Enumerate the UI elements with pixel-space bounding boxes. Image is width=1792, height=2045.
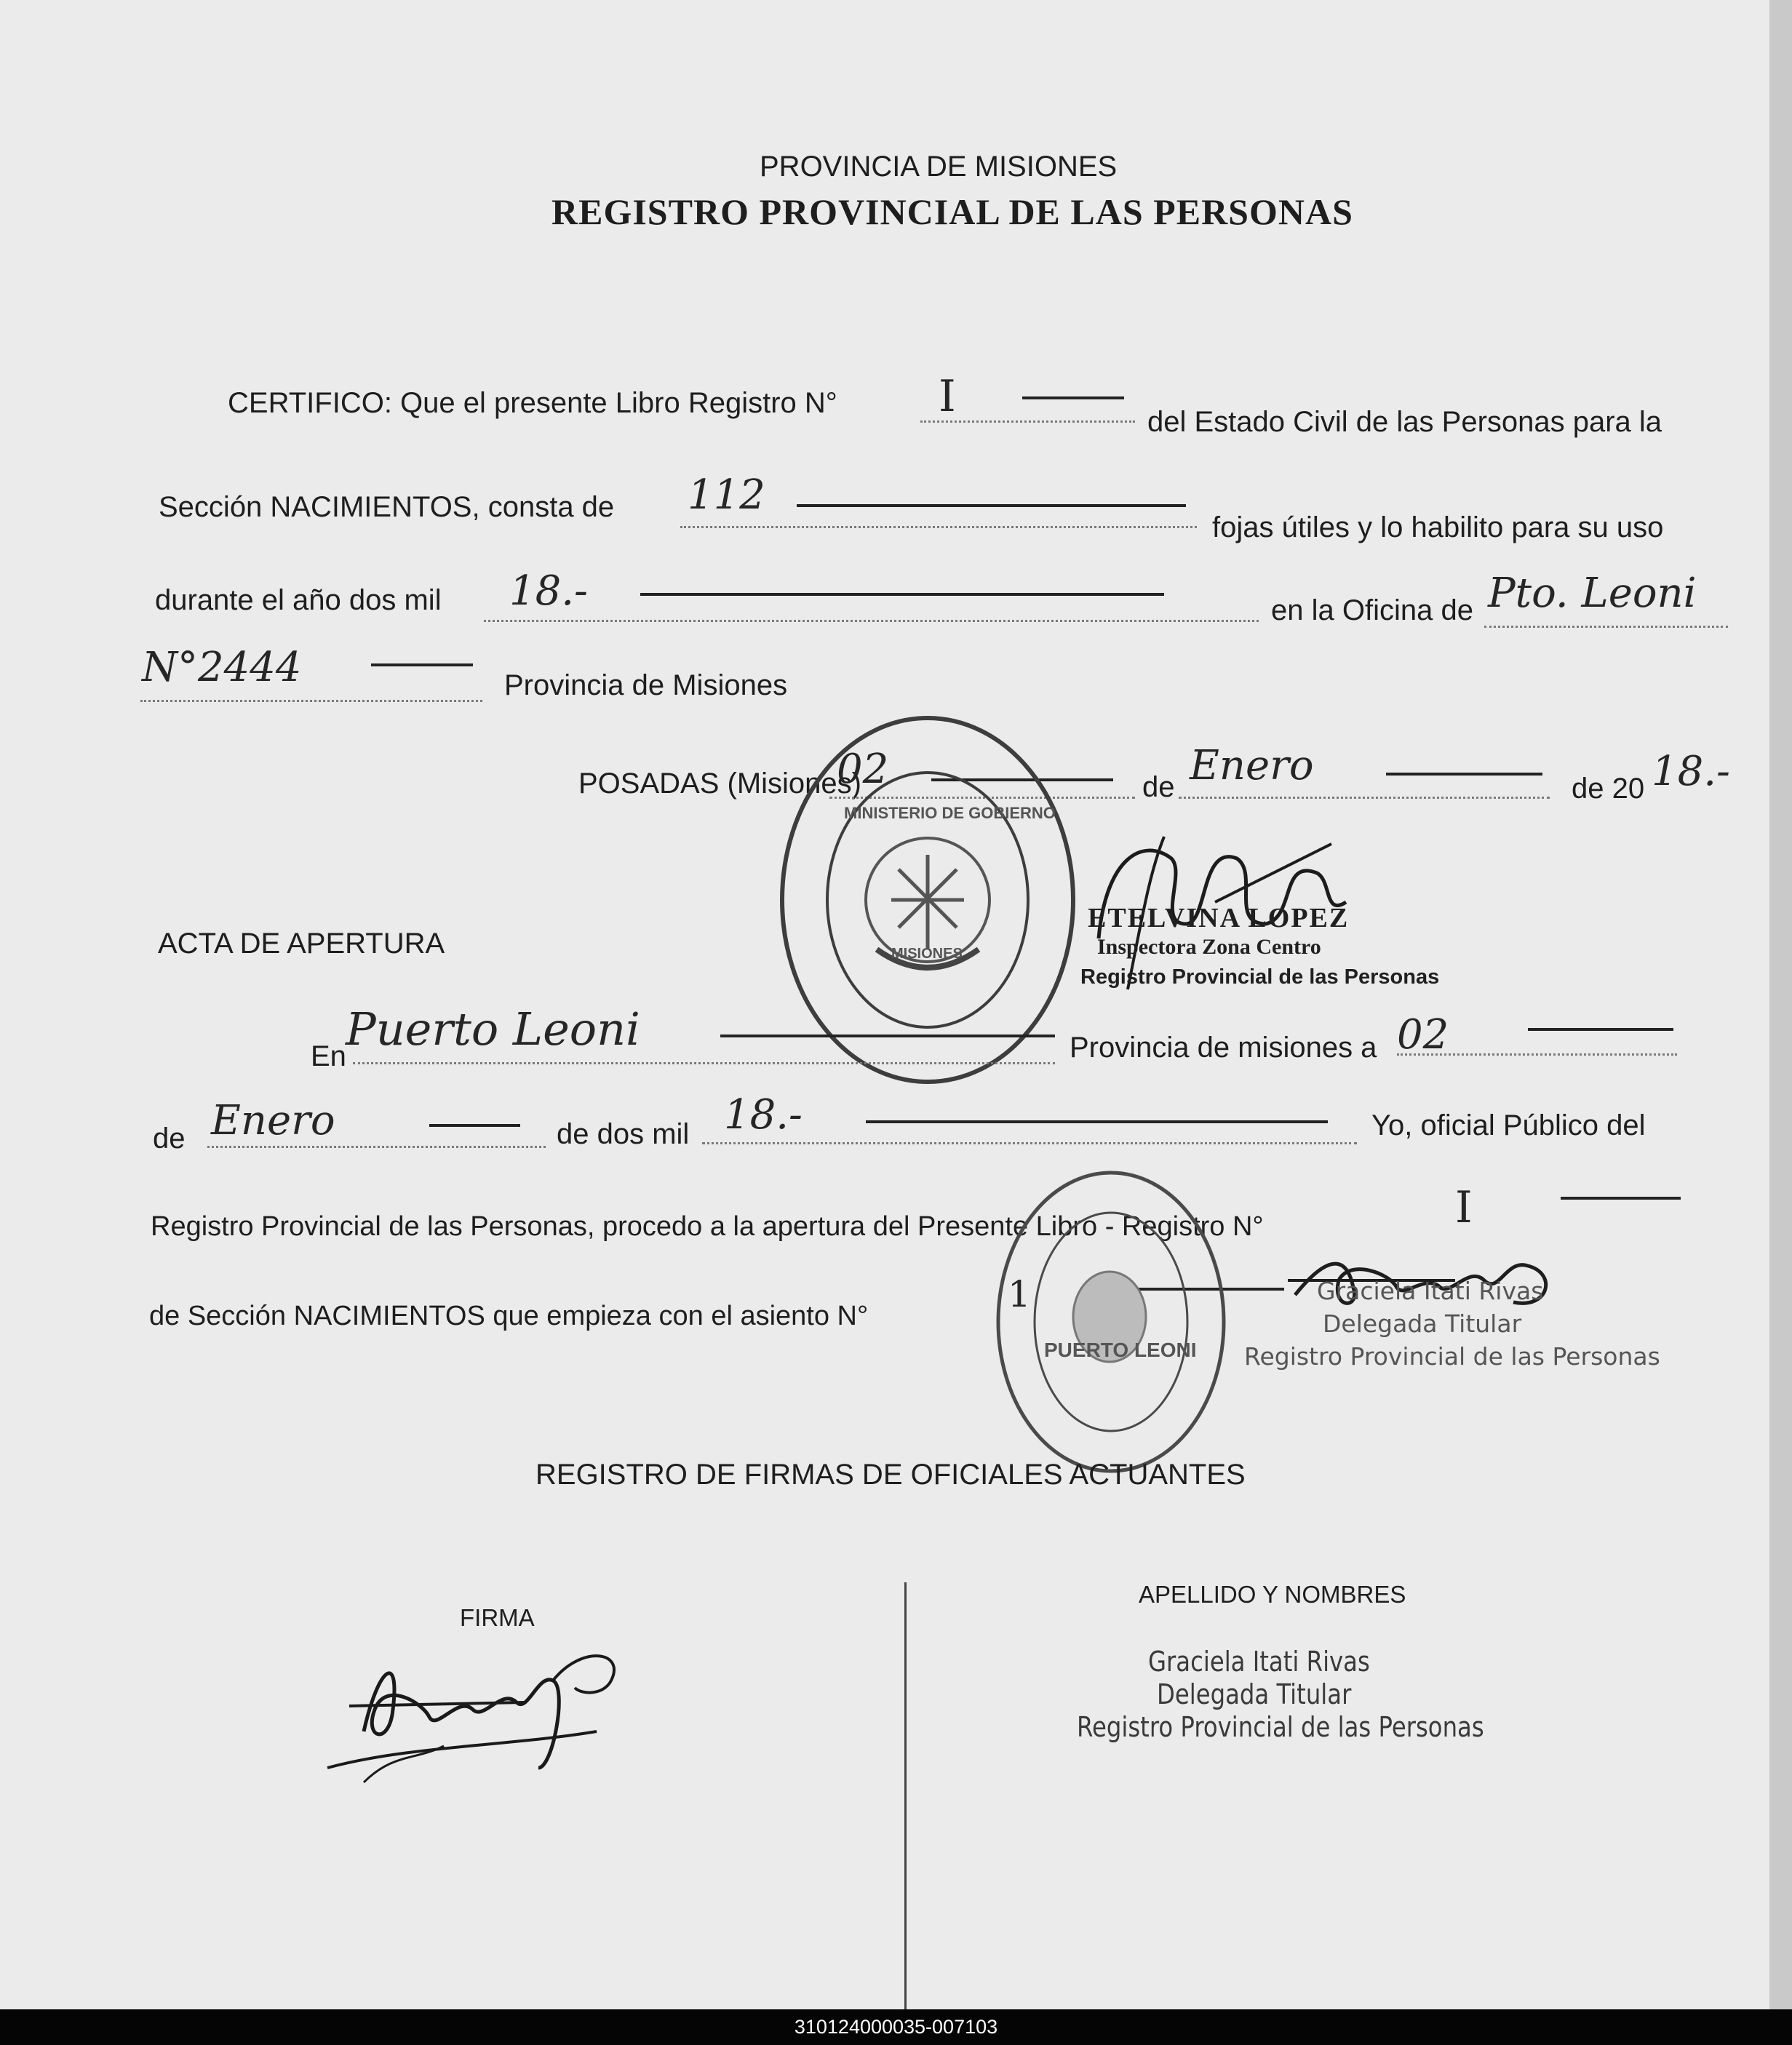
posadas-day-value: 02 (837, 746, 889, 793)
acta-yo-text: Yo, oficial Público del (1371, 1109, 1646, 1141)
inspector-name: ETELVINA LOPEZ (1088, 903, 1350, 933)
delegate-name-acta: Graciela Itati Rivas (1317, 1277, 1544, 1305)
acta-month-value: Enero (211, 1097, 335, 1144)
year-value: 18.- (509, 567, 588, 615)
page-edge (1769, 0, 1792, 2009)
acta-line4-text: Registro Provincial de las Personas, procedo a la apertura del Presente Libro - Registro N° (151, 1211, 1264, 1242)
month-value: Enero (1190, 742, 1314, 789)
year-dash (640, 593, 1164, 596)
firmas-title-line: Delegada Titular (1157, 1678, 1352, 1710)
upper-seal-stamp (775, 709, 1080, 1088)
office-dots (1484, 626, 1728, 628)
acta-title: ACTA DE APERTURA (158, 928, 445, 960)
posadas-prefix: POSADAS (Misiones) (578, 768, 861, 800)
lower-seal-stamp (993, 1168, 1230, 1477)
acta-month-dash (429, 1124, 520, 1127)
firmas-name: Graciela Itati Rivas (1148, 1646, 1370, 1678)
month-dash (1386, 773, 1542, 776)
libro-number-value: I (939, 371, 956, 422)
nombres-column-header: APELLIDO Y NOMBRES (1139, 1581, 1406, 1608)
place-value: Puerto Leoni (346, 1002, 640, 1056)
firmas-title: REGISTRO DE FIRMAS DE OFICIALES ACTUANTES (535, 1459, 1246, 1491)
inspector-org: Registro Provincial de las Personas (1080, 965, 1440, 989)
place-dash (720, 1035, 1055, 1037)
province-heading: PROVINCIA DE MISIONES (760, 151, 1118, 183)
certificate-line2-suffix: fojas útiles y lo habilito para su uso (1212, 511, 1664, 543)
de-label: de (1142, 771, 1175, 803)
document-id-bar: 310124000035-007103 (0, 2009, 1792, 2045)
firma-signature (320, 1637, 655, 1782)
acta-line5-text: de Sección NACIMIENTOS que empieza con el asiento N° (149, 1301, 869, 1331)
acta-dos-mil-label: de dos mil (557, 1118, 690, 1150)
acta-year-dash (866, 1120, 1328, 1123)
office-dash (371, 663, 473, 666)
office-dots-2 (140, 700, 482, 702)
office-value-part1: Pto. Leoni (1488, 570, 1697, 617)
year-end-value: 18.- (1652, 748, 1730, 795)
certificate-line3-suffix: en la Oficina de (1271, 594, 1473, 626)
lower-stamp-inner-text: PUERTO LEONI (1044, 1339, 1197, 1361)
acta-day-dash (1528, 1028, 1673, 1031)
delegate-title-acta: Delegada Titular (1323, 1309, 1522, 1338)
province-text: Provincia de Misiones (504, 669, 788, 701)
de-2020-label: de 20 (1572, 773, 1645, 805)
firmas-divider (904, 1582, 907, 2012)
acta-libro-number: I (1455, 1182, 1473, 1233)
certificate-line3-prefix: durante el año dos mil (155, 584, 442, 616)
acta-provincia-text: Provincia de misiones a (1070, 1032, 1377, 1064)
office-value-part2: N°2444 (142, 644, 302, 691)
certificate-line1-suffix: del Estado Civil de las Personas para la (1147, 406, 1662, 438)
inspector-title: Inspectora Zona Centro (1097, 935, 1321, 959)
fojas-count-value: 112 (688, 471, 765, 519)
acta-de-label: de (153, 1123, 186, 1155)
acta-en-label: En (311, 1040, 346, 1072)
acta-asiento-value: 1 (1008, 1273, 1031, 1315)
acta-year-value: 18.- (724, 1091, 803, 1139)
fojas-dots (680, 526, 1197, 528)
delegate-org-acta: Registro Provincial de las Personas (1244, 1342, 1660, 1371)
registry-heading: REGISTRO PROVINCIAL DE LAS PERSONAS (551, 191, 1353, 232)
upper-stamp-center-text: MISIONES (891, 946, 963, 962)
acta-libro-dash (1561, 1197, 1681, 1200)
fojas-dash (797, 504, 1186, 507)
month-dots (1179, 797, 1550, 799)
upper-stamp-inner-text: MINISTERIO DE GOBIERNO (844, 804, 1056, 822)
certifico-prefix: CERTIFICO: Que el presente Libro Registro N° (228, 387, 837, 419)
certificate-line2-prefix: Sección NACIMIENTOS, consta de (159, 491, 615, 523)
firmas-org: Registro Provincial de las Personas (1077, 1711, 1484, 1743)
acta-day-dots (1397, 1053, 1677, 1056)
acta-day-value: 02 (1397, 1011, 1449, 1059)
acta-year-dots (702, 1142, 1357, 1144)
firma-column-header: FIRMA (460, 1604, 535, 1631)
place-dots (353, 1062, 1055, 1064)
acta-month-dots (207, 1146, 546, 1148)
libro-number-dash (1022, 396, 1124, 399)
